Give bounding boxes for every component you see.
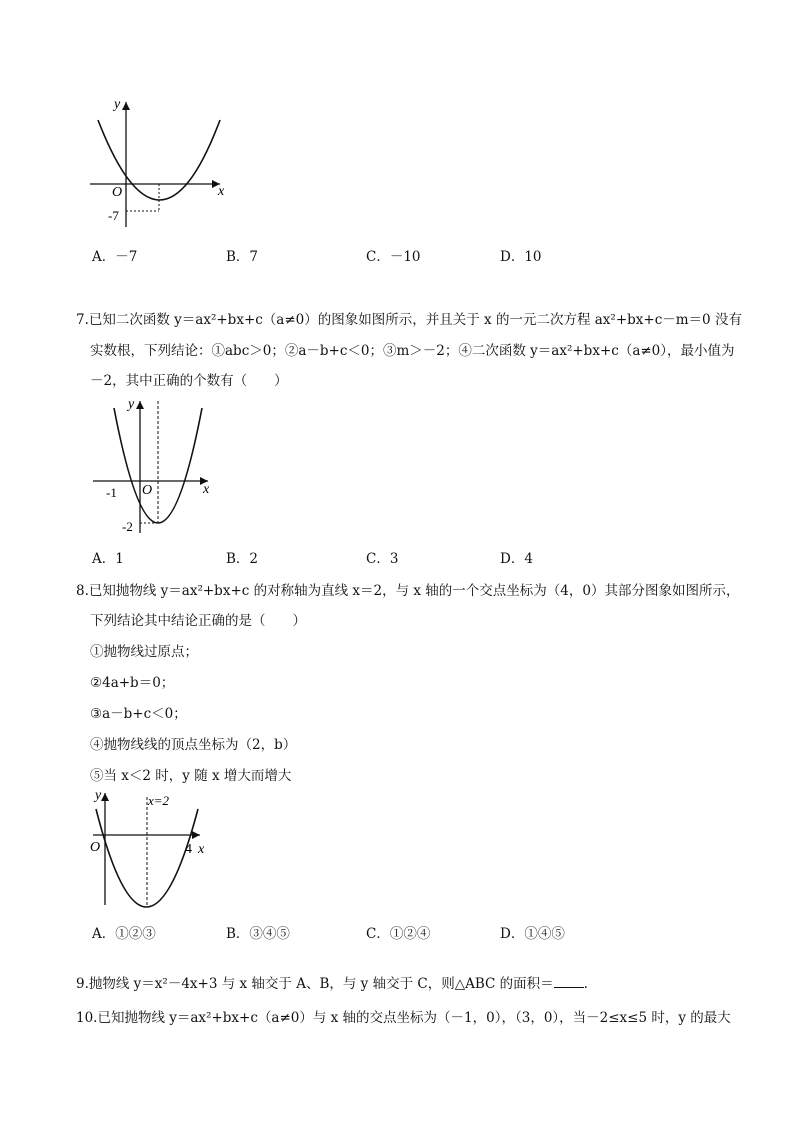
q8-stem-line-1: 8.已知抛物线 y＝ax²+bx+c 的对称轴为直线 x＝2，与 x 轴的一个交点坐标为（4，0）其部分图象如图所示， (76, 583, 740, 599)
q6-parabola-figure (80, 92, 240, 232)
x-axis-label: x (198, 842, 205, 857)
x-axis-arrow (192, 831, 200, 839)
q7-option-c[interactable]: C．3 (366, 551, 399, 567)
q9-text: 9.抛物线 y＝x²－4x+3 与 x 轴交于 A、B，与 y 轴交于 C，则△ABC 的面积＝ (76, 976, 554, 992)
origin-label: O (90, 840, 101, 855)
parabola-curve (114, 408, 202, 523)
y-axis-arrow (136, 401, 144, 409)
q7-option-a[interactable]: A．1 (92, 551, 124, 567)
q7-option-d[interactable]: D．4 (500, 551, 533, 567)
q8-statement-1: ①抛物线过原点； (90, 644, 198, 660)
q8-statement-2: ②4a+b＝0； (90, 675, 175, 691)
q8-statement-3: ③a－b+c＜0； (90, 706, 187, 722)
origin-label: O (112, 185, 123, 200)
q6-option-b[interactable]: B．7 (226, 249, 259, 265)
q8-statement-5: ⑤当 x＜2 时，y 随 x 增大而增大 (90, 768, 292, 784)
q9-stem (76, 974, 588, 994)
q8-parabola-figure (88, 787, 228, 917)
q6-option-d[interactable]: D．10 (500, 249, 542, 265)
x-axis-label: x (203, 482, 210, 497)
x-axis-label: x (218, 184, 225, 199)
q8-option-b[interactable]: B．③④⑤ (226, 926, 290, 942)
q7-parabola-figure (88, 393, 228, 538)
y-axis-label: y (128, 397, 135, 412)
q8-statement-4: ④抛物线线的顶点坐标为（2，b） (90, 737, 297, 753)
q9-answer-blank[interactable] (554, 975, 584, 988)
symmetry-axis-label: x=2 (148, 793, 170, 808)
min-value-label: -7 (108, 208, 119, 223)
q7-option-b[interactable]: B．2 (226, 551, 259, 567)
root-label: -1 (106, 485, 117, 500)
q10-stem-line-1: 10.已知抛物线 y＝ax²+bx+c（a≠0）与 x 轴的交点坐标为（－1，0），（3，0），当－2≤x≤5 时，y 的最大 (76, 1010, 731, 1026)
q8-option-a[interactable]: A．①②③ (92, 926, 156, 942)
q7-stem-line-1: 7.已知二次函数 y＝ax²+bx+c（a≠0）的图象如图所示，并且关于 x 的一元二次方程 ax²+bx+c－m＝0 没有 (76, 312, 742, 328)
y-axis-label: y (95, 788, 102, 803)
q7-stem-line-2: 实数根，下列结论：①abc＞0；②a－b+c＜0；③m＞－2；④二次函数 y＝ax²+bx+c（a≠0），最小值为 (90, 343, 735, 359)
q6-option-c[interactable]: C．－10 (366, 249, 421, 265)
y-axis-arrow (122, 102, 130, 110)
y-axis-arrow (101, 793, 109, 801)
q7-stem-line-3: －2，其中正确的个数有（ ） (90, 373, 288, 389)
q8-option-d[interactable]: D．①④⑤ (500, 926, 565, 942)
q8-stem-line-2: 下列结论其中结论正确的是（ ） (90, 613, 306, 629)
q9-end-period: . (583, 976, 588, 992)
q6-option-a[interactable]: A．－7 (92, 249, 138, 265)
min-value-label: -2 (122, 519, 133, 534)
origin-label: O (142, 483, 153, 498)
root-label: 4 (185, 842, 192, 857)
y-axis-label: y (114, 97, 121, 112)
q8-option-c[interactable]: C．①②④ (366, 926, 431, 942)
